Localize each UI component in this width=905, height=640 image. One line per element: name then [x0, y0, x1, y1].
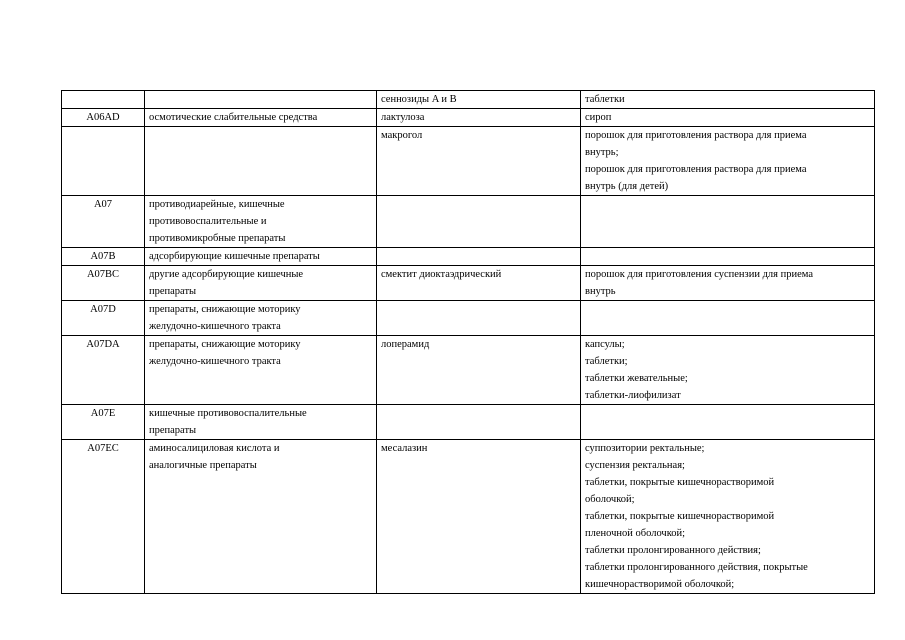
atc-code-cell [62, 91, 145, 109]
atc-code-cell [62, 336, 145, 405]
group-name-cell [145, 301, 377, 336]
atc-code-cell [62, 196, 145, 248]
dosage-form-cell [581, 266, 875, 301]
table-row [62, 127, 875, 196]
atc-code: A07E [90, 408, 116, 419]
atc-code-cell [62, 440, 145, 594]
group-name-line: препараты, снижающие моторику [149, 339, 301, 350]
table-row [62, 109, 875, 127]
table-row [62, 405, 875, 440]
atc-code: A07EC [87, 443, 119, 454]
dosage-form-line: таблетки [585, 94, 625, 105]
dosage-form-cell [581, 405, 875, 440]
atc-code-cell [62, 248, 145, 266]
atc-code: A07 [93, 199, 113, 210]
dosage-form-line: внутрь; [585, 147, 619, 158]
group-name-line: осмотические слабительные средства [149, 112, 318, 123]
group-name-line: кишечные противовоспалительные [149, 408, 307, 419]
dosage-form-line: капсулы; [585, 339, 625, 350]
table-row [62, 266, 875, 301]
group-name-line: аминосалициловая кислота и [149, 443, 280, 454]
dosage-form-line: таблетки пролонгированного действия, покрытые [585, 562, 808, 573]
drug-classification-table [61, 90, 875, 594]
group-name-cell [145, 196, 377, 248]
table-row [62, 440, 875, 594]
dosage-form-cell [581, 248, 875, 266]
dosage-form-line: таблетки жевательные; [585, 373, 688, 384]
substance-line: сеннозиды A и B [381, 94, 457, 105]
atc-code: A07BC [86, 269, 120, 280]
group-name-line: аналогичные препараты [149, 460, 257, 471]
table-row [62, 248, 875, 266]
dosage-form-line: оболочкой; [585, 494, 635, 505]
table-row [62, 301, 875, 336]
dosage-form-cell [581, 301, 875, 336]
substance-line: смектит диоктаэдрический [381, 269, 502, 280]
empty-line [149, 127, 372, 144]
dosage-form-line: порошок для приготовления раствора для приема [585, 130, 807, 141]
table-row [62, 91, 875, 109]
substance-line: макрогол [381, 130, 423, 141]
group-name-line: противомикробные препараты [149, 233, 286, 244]
dosage-form-line: пленочной оболочкой; [585, 528, 686, 539]
dosage-form-cell [581, 127, 875, 196]
substance-cell [377, 248, 581, 266]
group-name-cell [145, 336, 377, 405]
dosage-form-line: таблетки-лиофилизат [585, 390, 681, 401]
substance-cell [377, 266, 581, 301]
table-body [62, 91, 875, 594]
atc-code-cell [62, 266, 145, 301]
substance-cell [377, 405, 581, 440]
group-name-line: противовоспалительные и [149, 216, 267, 227]
substance-line: лактулоза [381, 112, 425, 123]
atc-code-cell [62, 405, 145, 440]
substance-cell [377, 336, 581, 405]
substance-cell [377, 301, 581, 336]
dosage-form-line: внутрь (для детей) [585, 181, 669, 192]
dosage-form-line: внутрь [585, 286, 616, 297]
group-name-cell [145, 91, 377, 109]
group-name-cell [145, 405, 377, 440]
empty-line [381, 196, 576, 213]
group-name-cell [145, 127, 377, 196]
group-name-line: препараты [149, 425, 197, 436]
empty-line [585, 248, 870, 265]
group-name-line: другие адсорбирующие кишечные [149, 269, 304, 280]
dosage-form-cell [581, 109, 875, 127]
substance-cell [377, 196, 581, 248]
empty-line [149, 91, 372, 108]
group-name-cell [145, 266, 377, 301]
atc-code: A07D [90, 304, 116, 315]
atc-code-cell [62, 109, 145, 127]
dosage-form-cell [581, 336, 875, 405]
substance-line: месалазин [381, 443, 428, 454]
group-name-line: желудочно-кишечного тракта [149, 356, 281, 367]
group-name-line: препараты, снижающие моторику [149, 304, 301, 315]
empty-line [381, 405, 576, 422]
group-name-line: препараты [149, 286, 197, 297]
dosage-form-line: таблетки, покрытые кишечнорастворимой [585, 477, 775, 488]
substance-line: лоперамид [381, 339, 430, 350]
atc-code-cell [62, 127, 145, 196]
empty-line [585, 405, 870, 422]
group-name-line: противодиарейные, кишечные [149, 199, 285, 210]
dosage-form-line: суспензия ректальная; [585, 460, 685, 471]
group-name-cell [145, 109, 377, 127]
substance-cell [377, 440, 581, 594]
dosage-form-line: таблетки; [585, 356, 628, 367]
group-name-cell [145, 440, 377, 594]
dosage-form-line: порошок для приготовления суспензии для приема [585, 269, 813, 280]
dosage-form-line: таблетки пролонгированного действия; [585, 545, 761, 556]
substance-cell [377, 127, 581, 196]
group-name-line: желудочно-кишечного тракта [149, 321, 281, 332]
table-row [62, 196, 875, 248]
dosage-form-cell [581, 440, 875, 594]
empty-line [585, 196, 870, 213]
substance-cell [377, 91, 581, 109]
atc-code-cell [62, 301, 145, 336]
group-name-cell [145, 248, 377, 266]
dosage-form-cell [581, 91, 875, 109]
substance-cell [377, 109, 581, 127]
empty-line [381, 301, 576, 318]
atc-code: A06AD [86, 112, 120, 123]
atc-code: A07B [90, 251, 116, 262]
dosage-form-line: таблетки, покрытые кишечнорастворимой [585, 511, 775, 522]
dosage-form-line: кишечнорастворимой оболочкой; [585, 579, 735, 590]
dosage-form-cell [581, 196, 875, 248]
atc-code: A07DA [86, 339, 120, 350]
group-name-line: адсорбирующие кишечные препараты [149, 251, 320, 262]
empty-line [585, 301, 870, 318]
dosage-form-line: суппозитории ректальные; [585, 443, 705, 454]
dosage-form-line: сироп [585, 112, 612, 123]
table-row [62, 336, 875, 405]
empty-line [381, 248, 576, 265]
dosage-form-line: порошок для приготовления раствора для приема [585, 164, 807, 175]
